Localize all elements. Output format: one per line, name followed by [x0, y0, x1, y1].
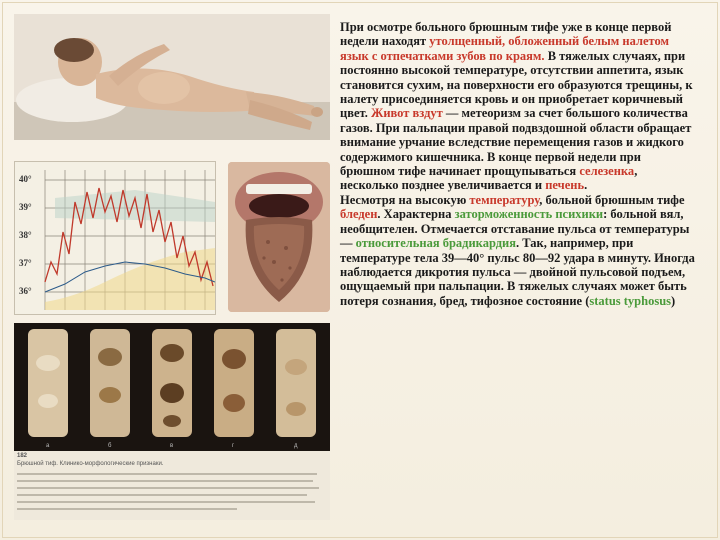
- caption-text-line: [17, 473, 317, 475]
- caption-text-line: [17, 494, 307, 496]
- text-run: . Так, например, при температуре тела 39—40° пульс 80—92 удара в минуту. Иногда наблюдается дикротия пульса — двойной пульсовой подъем, ощущаемый при пальпации. В тяжелых случаях может быть потеря сознания, бред, тифозное состояние (: [340, 236, 695, 308]
- segment-label: д: [294, 443, 298, 449]
- segment-label: г: [232, 443, 235, 449]
- caption-text-line: [17, 487, 319, 489]
- highlight-bradycardia: относительная брадикардия: [355, 236, 517, 251]
- text-run: .: [584, 178, 588, 193]
- y-tick-label: 38°: [19, 230, 32, 240]
- patient-illustration: [14, 14, 330, 140]
- highlight-temperature: температуру: [469, 192, 540, 207]
- tongue-illustration: [228, 162, 330, 312]
- text-run: Несмотря на высокую: [340, 192, 470, 207]
- y-tick-label: 40°: [19, 174, 32, 184]
- text-run: ): [671, 293, 676, 308]
- caption-title: Брюшной тиф. Клинико-морфологические признаки.: [17, 461, 164, 467]
- segment-label: в: [170, 443, 174, 449]
- highlight-abdomen: Живот вздут: [370, 106, 443, 121]
- illustration-collage: [14, 14, 330, 520]
- text-run: . Характерна: [377, 207, 455, 222]
- text-run: , несколько позднее увеличивается и: [340, 164, 638, 193]
- text-run: В тяжелых случаях, при постоянно высокой температуре, отсутствии аппетита, язык становится сухим, на поверхности его образуются трещины, к налету присоединяется кровь и он приобретает коричневый цвет.: [340, 48, 693, 121]
- body-text: [340, 20, 696, 308]
- temperature-chart: [14, 161, 216, 315]
- segment-label: б: [108, 443, 112, 449]
- text-run: , больной брюшным тифе: [539, 192, 685, 207]
- caption-number: 182: [17, 453, 28, 459]
- highlight-spleen: селезенка: [579, 164, 635, 179]
- figure-caption: [14, 451, 330, 520]
- text-run: : больной вял, необщителен. Отмечается отставание пульса от температуры—: [340, 207, 690, 251]
- text-run: — метеоризм за счет большого количества газов. При пальпации правой подвздошной области обращает внимание урчание вследствие перемещения газов и жидкого содержимого кишечника. В конце первой недели при брюшном тифе начинает прощупываться: [340, 106, 692, 179]
- highlight-status-typhosus: status typhosus: [589, 293, 672, 308]
- caption-text-line: [17, 501, 315, 503]
- highlight-liver: печень: [545, 178, 585, 193]
- highlight-psyche: заторможенность психики: [454, 207, 604, 222]
- highlight-tongue: утолщенный, обложенный белым налетом язык с отпечатками зубов по краям.: [340, 34, 670, 63]
- caption-text-line: [17, 508, 237, 510]
- y-tick-label: 36°: [19, 286, 32, 296]
- text-run: При осмотре больного брюшным тифе уже в конце первой недели находят: [340, 20, 672, 49]
- intestine-segments-illustration: [14, 323, 330, 451]
- y-tick-label: 39°: [19, 202, 32, 212]
- y-tick-label: 37°: [19, 258, 32, 268]
- caption-text-line: [17, 480, 313, 482]
- highlight-pale: бледен: [340, 207, 378, 222]
- segment-label: а: [46, 443, 50, 449]
